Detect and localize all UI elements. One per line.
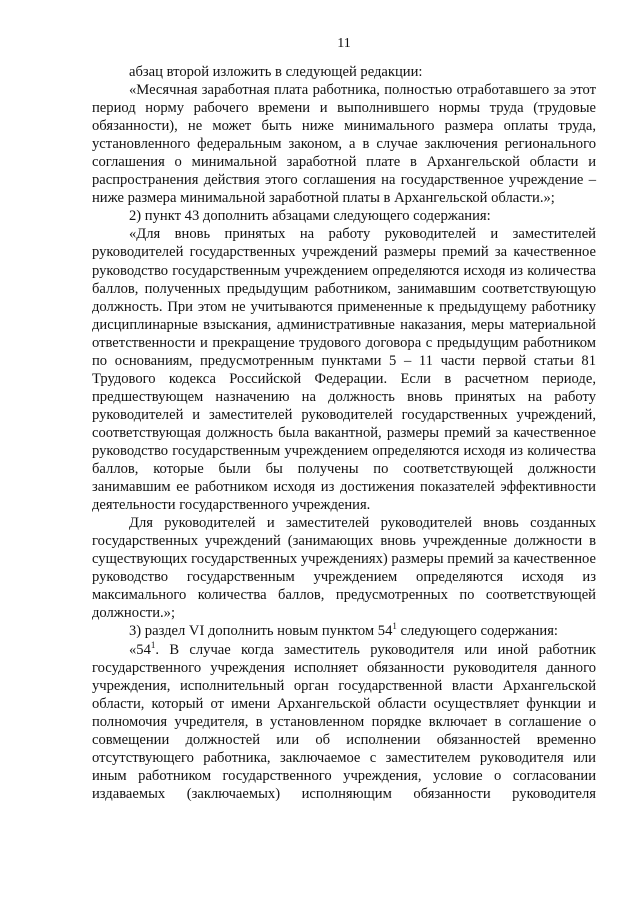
paragraph-item-3 — [92, 622, 596, 640]
paragraph-item-3-text-start: 3) раздел VI дополнить новым пунктом 54 — [129, 623, 393, 640]
paragraph-item-3-superscript: 1 — [392, 621, 397, 632]
paragraph-new-hires-bonus — [92, 225, 596, 514]
paragraph-intro — [92, 63, 596, 81]
paragraph-point-54-1-text-end: . В случае когда заместитель руководителя или иной работник государственного учреждения исполняет обязанности руководителя данного учреждения, исполнительный орган государственной власти Архангельской области, который от имени Архангельской области осуществляет функции и полномочия учредителя, в установленном порядке включает в соглашение о совмещении должностей или об исполнении обязанностей временно отсутствующего работника, заключаемое с заместителем руководителя или иным работником государственного учреждения, условие о согласовании издаваемых (заключаемых) исполняющим обязанности руководителя — [92, 641, 596, 802]
paragraph-item-3-text-end: следующего содержания: — [396, 623, 558, 640]
paragraph-point-54-1-superscript: 1 — [150, 639, 156, 650]
document-body — [92, 63, 596, 803]
paragraph-intro-text: абзац второй изложить в следующей редакции: — [129, 64, 423, 80]
paragraph-salary-quote — [92, 81, 596, 207]
paragraph-new-hires-bonus-text: «Для вновь принятых на работу руководителей и заместителей руководителей государственных учреждений размеры премий за качественное руководство государственным учреждением определяются исходя из количества баллов, полученных предыдущим работником, занимавшим соответствующую должность. При этом не учитываются примененные к предыдущему работнику дисциплинарные взыскания, административные наказания, меры материальной ответственности и прекращение трудового договора с предыдущим работником по основаниям, предусмотренным пунктами 5 – 11 части первой статьи 81 Трудового кодекса Российской Федерации. Если в расчетном периоде, предшествующем назначению на должность вновь принятых на работу руководителей и заместителей руководителей государственных учреждений, соответствующая должность была вакантной, размеры премий за качественное руководство государственным учреждением определяются исходя из количества баллов, которые были бы получены по соответствующей должности занимавшим ее работником исходя из достижения показателей эффективности деятельности государственного учреждения. — [92, 226, 596, 514]
paragraph-point-54-1-text-start: «54 — [129, 641, 151, 658]
paragraph-item-2 — [92, 207, 596, 225]
paragraph-item-2-text: 2) пункт 43 дополнить абзацами следующего содержания: — [129, 208, 491, 225]
paragraph-point-54-1 — [92, 641, 596, 803]
paragraph-salary-quote-text: «Месячная заработная плата работника, полностью отработавшего за этот период норму рабочего времени и выполнившего нормы труда (трудовые обязанности), не может быть ниже минимального размера оплаты труда, установленного федеральным законом, а в случае заключения регионального соглашения о минимальной заработной плате в Архангельской области и распространения действия этого соглашения на государственное учреждение – ниже размера минимальной заработной платы в Архангельской области.»; — [92, 82, 596, 207]
page-number: 11 — [337, 36, 351, 51]
paragraph-new-institutions-bonus — [92, 514, 596, 622]
paragraph-new-institutions-bonus-text: Для руководителей и заместителей руководителей вновь созданных государственных учреждений (занимающих вновь учрежденные должности в существующих государственных учреждениях) размеры премий за качественное руководство государственным учреждением определяются исходя из максимального количества баллов, предусмотренных по соответствующей должности.»; — [92, 515, 596, 622]
